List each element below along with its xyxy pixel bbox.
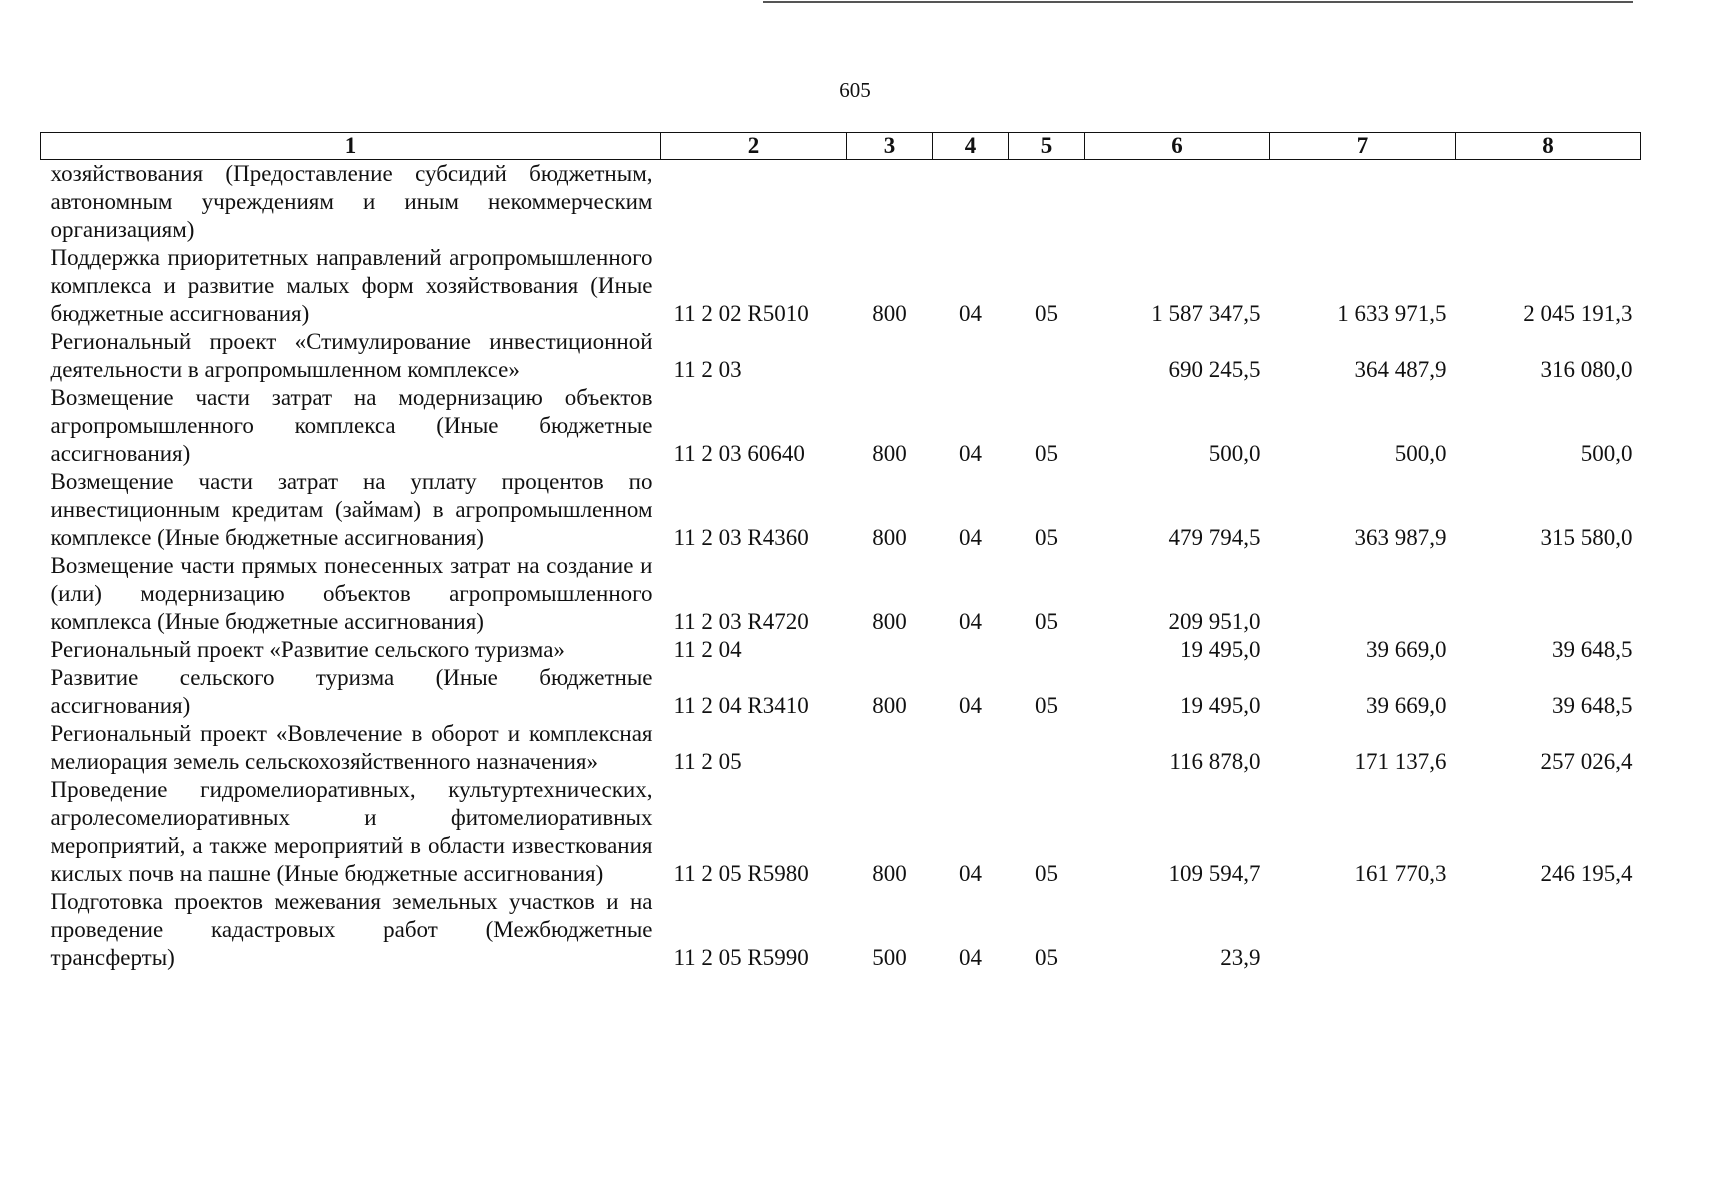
column-header-3: 3 <box>847 133 933 160</box>
row-value-8 <box>1456 160 1641 245</box>
row-col4: 04 <box>959 861 982 886</box>
row-col5: 05 <box>1035 609 1058 634</box>
row-code: 11 2 03 R4360 <box>673 525 809 550</box>
table-row <box>41 468 1641 552</box>
row-value-8: 39 648,5 <box>1552 693 1633 718</box>
row-value-6: 116 878,0 <box>1169 749 1261 774</box>
row-col3 <box>847 720 933 776</box>
row-value-7: 363 987,9 <box>1354 525 1447 550</box>
row-col4: 04 <box>959 525 982 550</box>
row-value-6: 479 794,5 <box>1168 525 1261 550</box>
row-value-6: 500,0 <box>1208 441 1261 466</box>
row-value-7 <box>1270 888 1456 972</box>
row-name: Региональный проект «Развитие сельского туризма» <box>50 637 565 662</box>
row-code: 11 2 02 R5010 <box>673 301 809 326</box>
row-name: хозяйствования (Предоставление субсидий бюджетным, автономным учреждениям и иным некоммерческим организациям) <box>50 161 653 242</box>
table-row <box>41 636 1641 664</box>
row-value-6: 19 495,0 <box>1180 637 1261 662</box>
row-value-7: 171 137,6 <box>1354 749 1447 774</box>
row-col3: 800 <box>872 301 907 326</box>
top-rule <box>763 1 1633 3</box>
row-value-8: 2 045 191,3 <box>1523 301 1633 326</box>
row-value-7 <box>1270 160 1456 245</box>
row-col4: 04 <box>959 609 982 634</box>
row-name: Возмещение части затрат на модернизацию объектов агропромышленного комплекса (Иные бюджетные ассигнования) <box>50 385 653 466</box>
row-value-6: 690 245,5 <box>1168 357 1261 382</box>
row-col5: 05 <box>1035 301 1058 326</box>
table-row <box>41 776 1641 888</box>
column-header-6: 6 <box>1085 133 1270 160</box>
table-row <box>41 244 1641 328</box>
row-col5: 05 <box>1035 525 1058 550</box>
row-col5 <box>1009 720 1085 776</box>
column-header-2: 2 <box>661 133 847 160</box>
row-name: Развитие сельского туризма (Иные бюджетные ассигнования) <box>50 665 653 718</box>
row-col5 <box>1009 328 1085 384</box>
row-value-7: 500,0 <box>1394 441 1447 466</box>
row-col3: 800 <box>872 861 907 886</box>
row-name: Региональный проект «Стимулирование инвестиционной деятельности в агропромышленном комплексе» <box>50 329 653 382</box>
row-name: Региональный проект «Вовлечение в оборот и комплексная мелиорация земель сельскохозяйственного назначения» <box>50 721 653 774</box>
row-col5: 05 <box>1035 693 1058 718</box>
row-col4 <box>933 636 1009 664</box>
row-col3: 800 <box>872 525 907 550</box>
row-value-8 <box>1456 888 1641 972</box>
row-name: Проведение гидромелиоративных, культуртехнических, агролесомелиоративных и фитомелиоративных мероприятий, а также мероприятий в области известкования кислых почв на пашне (Иные бюджетные ассигнования) <box>50 777 653 886</box>
row-col5: 05 <box>1035 945 1058 970</box>
column-header-1: 1 <box>41 133 661 160</box>
row-col3: 800 <box>872 609 907 634</box>
row-code: 11 2 05 R5980 <box>673 861 809 886</box>
row-col5 <box>1009 636 1085 664</box>
row-name: Подготовка проектов межевания земельных участков и на проведение кадастровых работ (Межбюджетные трансферты) <box>50 889 653 970</box>
budget-table <box>40 132 1641 972</box>
table-row <box>41 384 1641 468</box>
row-code: 11 2 03 60640 <box>673 441 805 466</box>
row-col4 <box>933 160 1009 245</box>
row-value-8: 315 580,0 <box>1540 525 1633 550</box>
row-value-6: 109 594,7 <box>1168 861 1261 886</box>
row-code: 11 2 05 R5990 <box>673 945 809 970</box>
row-col5 <box>1009 160 1085 245</box>
row-col3: 800 <box>872 441 907 466</box>
row-value-6: 209 951,0 <box>1168 609 1261 634</box>
row-name: Возмещение части затрат на уплату процентов по инвестиционным кредитам (займам) в агропромышленном комплексе (Иные бюджетные ассигнования) <box>50 469 653 550</box>
row-col4 <box>933 328 1009 384</box>
row-code: 11 2 04 <box>673 637 742 662</box>
row-col5: 05 <box>1035 441 1058 466</box>
row-code: 11 2 04 R3410 <box>673 693 809 718</box>
row-value-6 <box>1085 160 1270 245</box>
header-row <box>41 133 1641 160</box>
table-row <box>41 720 1641 776</box>
column-header-7: 7 <box>1270 133 1456 160</box>
row-value-8: 246 195,4 <box>1540 861 1633 886</box>
table-row <box>41 888 1641 972</box>
page-number: 605 <box>839 78 871 102</box>
column-header-8: 8 <box>1456 133 1641 160</box>
row-col3: 800 <box>872 693 907 718</box>
row-col4: 04 <box>959 945 982 970</box>
row-code <box>661 160 847 245</box>
row-value-8: 316 080,0 <box>1540 357 1633 382</box>
table-row <box>41 160 1641 245</box>
row-col5: 05 <box>1035 861 1058 886</box>
row-value-6: 19 495,0 <box>1180 693 1261 718</box>
table-row <box>41 664 1641 720</box>
row-value-7: 364 487,9 <box>1354 357 1447 382</box>
row-code: 11 2 03 <box>673 357 742 382</box>
row-col4 <box>933 720 1009 776</box>
row-value-8 <box>1456 552 1641 636</box>
column-header-5: 5 <box>1009 133 1085 160</box>
row-col3: 500 <box>872 945 907 970</box>
row-col4: 04 <box>959 693 982 718</box>
row-value-7: 39 669,0 <box>1366 637 1447 662</box>
row-col4: 04 <box>959 441 982 466</box>
table-row <box>41 328 1641 384</box>
row-code: 11 2 05 <box>673 749 742 774</box>
row-value-6: 23,9 <box>1220 945 1261 970</box>
row-value-8: 257 026,4 <box>1540 749 1633 774</box>
row-value-6: 1 587 347,5 <box>1151 301 1261 326</box>
table-row <box>41 552 1641 636</box>
row-value-7: 39 669,0 <box>1366 693 1447 718</box>
row-name: Поддержка приоритетных направлений агропромышленного комплекса и развитие малых форм хозяйствования (Иные бюджетные ассигнования) <box>50 245 653 326</box>
row-value-7 <box>1270 552 1456 636</box>
row-code: 11 2 03 R4720 <box>673 609 809 634</box>
row-col3 <box>847 160 933 245</box>
row-col3 <box>847 328 933 384</box>
row-value-7: 1 633 971,5 <box>1337 301 1447 326</box>
row-col4: 04 <box>959 301 982 326</box>
row-value-8: 500,0 <box>1580 441 1633 466</box>
row-col3 <box>847 636 933 664</box>
column-header-4: 4 <box>933 133 1009 160</box>
row-value-7: 161 770,3 <box>1354 861 1447 886</box>
row-name: Возмещение части прямых понесенных затрат на создание и (или) модернизацию объектов агропромышленного комплекса (Иные бюджетные ассигнования) <box>50 553 653 634</box>
row-value-8: 39 648,5 <box>1552 637 1633 662</box>
